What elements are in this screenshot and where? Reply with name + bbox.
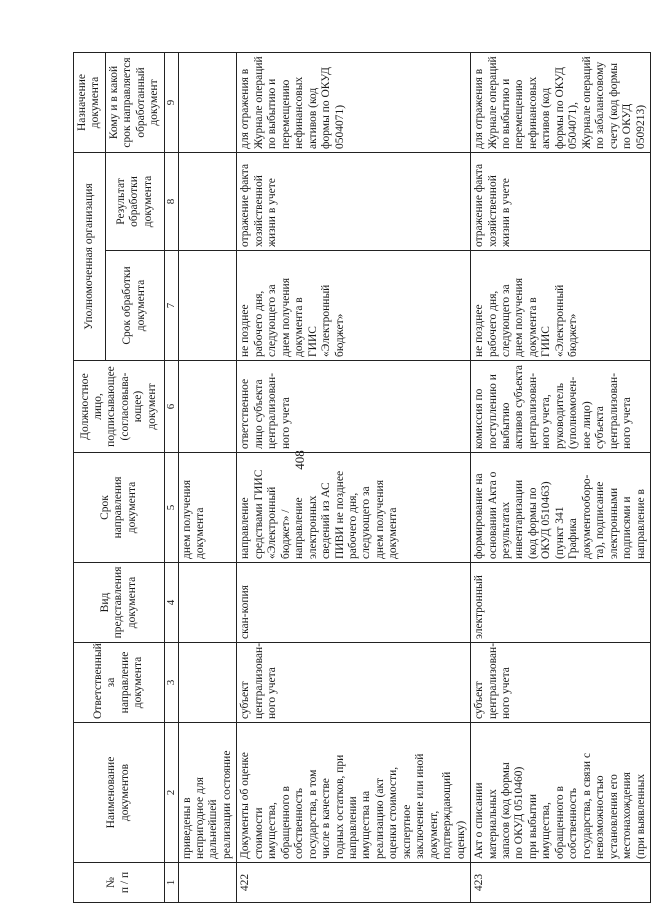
processing-deadline bbox=[178, 251, 237, 361]
column-number: 4 bbox=[164, 563, 178, 643]
column-number: 2 bbox=[164, 723, 178, 863]
table-row bbox=[178, 52, 237, 902]
header-doc-name: Наименование документов bbox=[74, 723, 165, 863]
header-processing-result: Результат обработки документа bbox=[105, 152, 164, 250]
header-number: № п / п bbox=[74, 863, 165, 903]
column-number-row bbox=[164, 52, 178, 902]
recipient: для отражения в Журнале операций по выбытию и перемещению нефинансовых активов (код формы по ОКУД 0504071) bbox=[237, 52, 471, 152]
column-number: 1 bbox=[164, 863, 178, 903]
form bbox=[178, 563, 237, 643]
recipient bbox=[178, 52, 237, 152]
column-number: 8 bbox=[164, 152, 178, 250]
header-purpose: Назначение документа bbox=[74, 52, 106, 152]
document-table-container bbox=[73, 53, 647, 903]
processing-deadline: не позднее рабочего дня, следующего за днем получения документа в ГИИС «Электронный бюджет» bbox=[471, 251, 651, 361]
doc-name: Акт о списании материальных запасов (код формы по ОКУД 0510460) при выбытии имущества, обращенного в собственность государства, в связи с невозможностью установления его местонахождения (при выявленных bbox=[471, 723, 651, 863]
table-row bbox=[471, 52, 651, 902]
column-number: 9 bbox=[164, 52, 178, 152]
row-number: 422 bbox=[237, 863, 471, 903]
column-number: 6 bbox=[164, 361, 178, 453]
doc-name: приведены в непригодное для дальнейшей реализации состояние bbox=[178, 723, 237, 863]
processing-deadline: не позднее рабочего дня, следующего за днем получения документа в ГИИС «Электронный бюджет» bbox=[237, 251, 471, 361]
column-number: 5 bbox=[164, 453, 178, 563]
responsible: субъект централизован- ного учета bbox=[471, 643, 651, 723]
form: электронный bbox=[471, 563, 651, 643]
column-number: 7 bbox=[164, 251, 178, 361]
signer: комиссия по поступлению и выбытию активов субъекта централизован- ного учета, руководитель (уполномочен- ное лицо) субъекта централизован- ного учета bbox=[471, 361, 651, 453]
deadline: формирование на основании Акта о результатах инвентаризации (код формы по ОКУД 0510463) (пункт 341 Графика документооборо- та), подписание электронными подписями и направление в bbox=[471, 453, 651, 563]
header-authorized-org: Уполномоченная организация bbox=[74, 152, 106, 360]
responsible bbox=[178, 643, 237, 723]
processing-result: отражение факта хозяйственной жизни в учете bbox=[471, 152, 651, 250]
doc-name: Документы об оценке стоимости имущества, обращенного в собственность государства, в том числе в качестве годных остатков, при направлении имущества на реализацию (акт оценки стоимости, экспертное заключение или иной документ, подтверждающий оценку) bbox=[237, 723, 471, 863]
signer: ответственное лицо субъекта централизован- ного учета bbox=[237, 361, 471, 453]
page-number: 408 bbox=[292, 450, 307, 470]
header-signer: Должностное лицо, подписывающее (согласовыва- ющее) документ bbox=[74, 361, 165, 453]
processing-result bbox=[178, 152, 237, 250]
header-deadline: Срок направления документа bbox=[74, 453, 165, 563]
deadline: днем получения документа bbox=[178, 453, 237, 563]
row-number: 423 bbox=[471, 863, 651, 903]
document-flow-table bbox=[73, 52, 651, 903]
recipient: для отражения в Журнале операций по выбытию и перемещению нефинансовых активов (код формы по ОКУД 0504071), Журнале операций по забалансовому счету (код формы по ОКУД 0509213) bbox=[471, 52, 651, 152]
form: скан-копия bbox=[237, 563, 471, 643]
table-row bbox=[237, 52, 471, 902]
header-form: Вид представления документа bbox=[74, 563, 165, 643]
header-processing-deadline: Срок обработки документа bbox=[105, 251, 164, 361]
responsible: субъект централизован- ного учета bbox=[237, 643, 471, 723]
signer bbox=[178, 361, 237, 453]
header-row-1 bbox=[74, 52, 106, 902]
header-recipient: Кому и в какой срок направляется обработанный документ bbox=[105, 52, 164, 152]
header-responsible: Ответственный за направление документа bbox=[74, 643, 165, 723]
row-number bbox=[178, 863, 237, 903]
deadline: направление средствами ГИИС «Электронный бюджет» / направление электронных сведений из АС ПИВИ не позднее рабочего дня, следующего за днем получения документа bbox=[237, 453, 471, 563]
processing-result: отражение факта хозяйственной жизни в учете bbox=[237, 152, 471, 250]
column-number: 3 bbox=[164, 643, 178, 723]
